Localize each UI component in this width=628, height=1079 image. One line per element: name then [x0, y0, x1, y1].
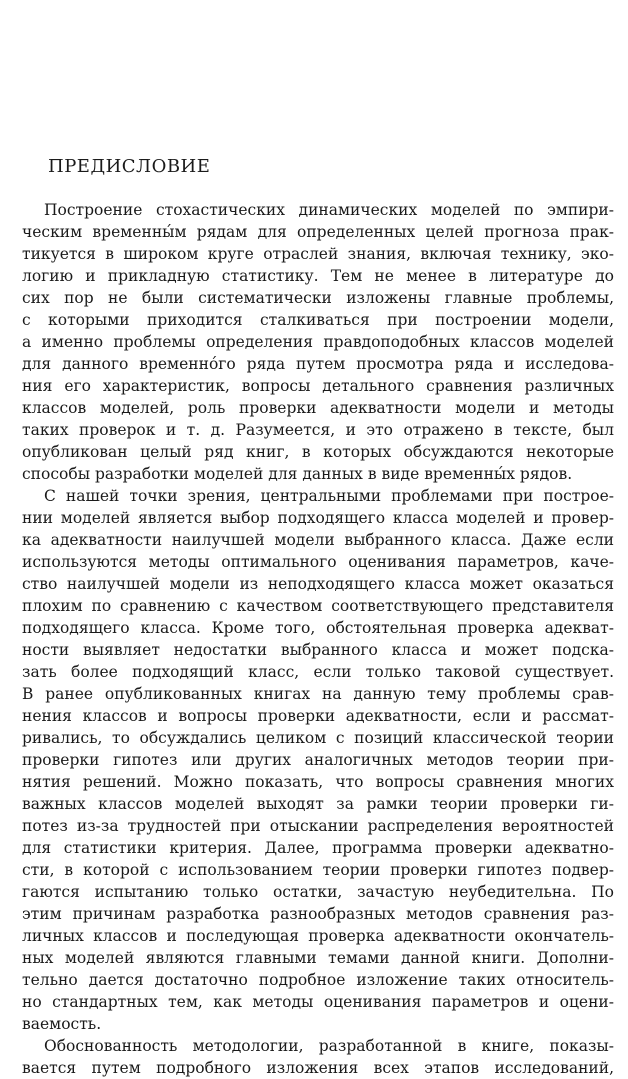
- text-line: ривались, то обсуждались целиком с позиций классической теории: [22, 729, 614, 747]
- text-line: важных классов моделей выходят за рамки теории проверки ги-: [22, 795, 614, 813]
- text-line: нятия решений. Можно показать, что вопросы сравнения многих: [22, 773, 614, 791]
- text-line: потез из-за трудностей при отыскании распределения вероятностей: [22, 817, 614, 835]
- page-title: ПРЕДИСЛОВИЕ: [48, 156, 211, 177]
- text-line: С нашей точки зрения, центральными проблемами при построе-: [44, 487, 614, 505]
- text-line: проверки гипотез или других аналогичных методов теории при-: [22, 751, 614, 769]
- text-line: сих пор не были систематически изложены главные проблемы,: [22, 289, 614, 307]
- text-line: подходящего класса. Кроме того, обстоятельная проверка адекват-: [22, 619, 614, 637]
- text-line: с которыми приходится сталкиваться при построении модели,: [22, 311, 614, 329]
- text-line: нии моделей является выбор подходящего класса моделей и провер-: [22, 509, 614, 527]
- text-line: используются методы оптимального оценивания параметров, каче-: [22, 553, 614, 571]
- text-line: Построение стохастических динамических моделей по эмпири-: [44, 201, 614, 219]
- text-line: В ранее опубликованных книгах на данную тему проблемы срав-: [22, 685, 614, 703]
- preface-text: [22, 199, 614, 1079]
- text-line: ческим временны́м рядам для определенных целей прогноза прак-: [22, 223, 614, 241]
- text-line: вается путем подробного изложения всех этапов исследований,: [22, 1059, 614, 1077]
- text-line: ка адекватности наилучшей модели выбранного класса. Даже если: [22, 531, 614, 549]
- text-line: классов моделей, роль проверки адекватности модели и методы: [22, 399, 614, 417]
- text-line: для статистики критерия. Далее, программа проверки адекватно-: [22, 839, 614, 857]
- text-line: этим причинам разработка разнообразных методов сравнения раз-: [22, 905, 614, 923]
- text-line: ство наилучшей модели из неподходящего класса может оказаться: [22, 575, 614, 593]
- text-line: гаются испытанию только остатки, зачастую неубедительна. По: [22, 883, 614, 901]
- text-line: сти, в которой с использованием теории проверки гипотез подвер-: [22, 861, 614, 879]
- text-line: Обоснованность методологии, разработанной в книге, показы-: [44, 1037, 614, 1055]
- text-line: ваемость.: [22, 1015, 102, 1033]
- text-line: но стандартных тем, как методы оценивания параметров и оцени-: [22, 993, 614, 1011]
- paragraph: [22, 1035, 614, 1079]
- text-line: способы разработки моделей для данных в виде временны́х рядов.: [22, 465, 573, 483]
- paragraph: [22, 485, 614, 1035]
- text-line: опубликован целый ряд книг, в которых обсуждаются некоторые: [22, 443, 614, 461]
- text-line: тикуется в широком круге отраслей знания, включая технику, эко-: [22, 245, 614, 263]
- text-line: тельно дается достаточно подробное изложение таких относитель-: [22, 971, 614, 989]
- text-line: а именно проблемы определения правдоподобных классов моделей: [22, 333, 614, 351]
- text-line: плохим по сравнению с качеством соответствующего представителя: [22, 597, 614, 615]
- text-line: ности выявляет недостатки выбранного класса и может подска-: [22, 641, 614, 659]
- text-line: логию и прикладную статистику. Тем не менее в литературе до: [22, 267, 614, 285]
- text-line: ных моделей являются главными темами данной книги. Дополни-: [22, 949, 614, 967]
- text-line: нения классов и вопросы проверки адекватности, если и рассмат-: [22, 707, 614, 725]
- text-line: зать более подходящий класс, если только таковой существует.: [22, 663, 614, 681]
- text-line: ния его характеристик, вопросы детального сравнения различных: [22, 377, 614, 395]
- text-line: личных классов и последующая проверка адекватности окончатель-: [22, 927, 614, 945]
- paragraph: [22, 199, 614, 485]
- text-line: для данного временно́го ряда путем просмотра ряда и исследова-: [22, 355, 614, 373]
- text-line: таких проверок и т. д. Разумеется, и это отражено в тексте, был: [22, 421, 614, 439]
